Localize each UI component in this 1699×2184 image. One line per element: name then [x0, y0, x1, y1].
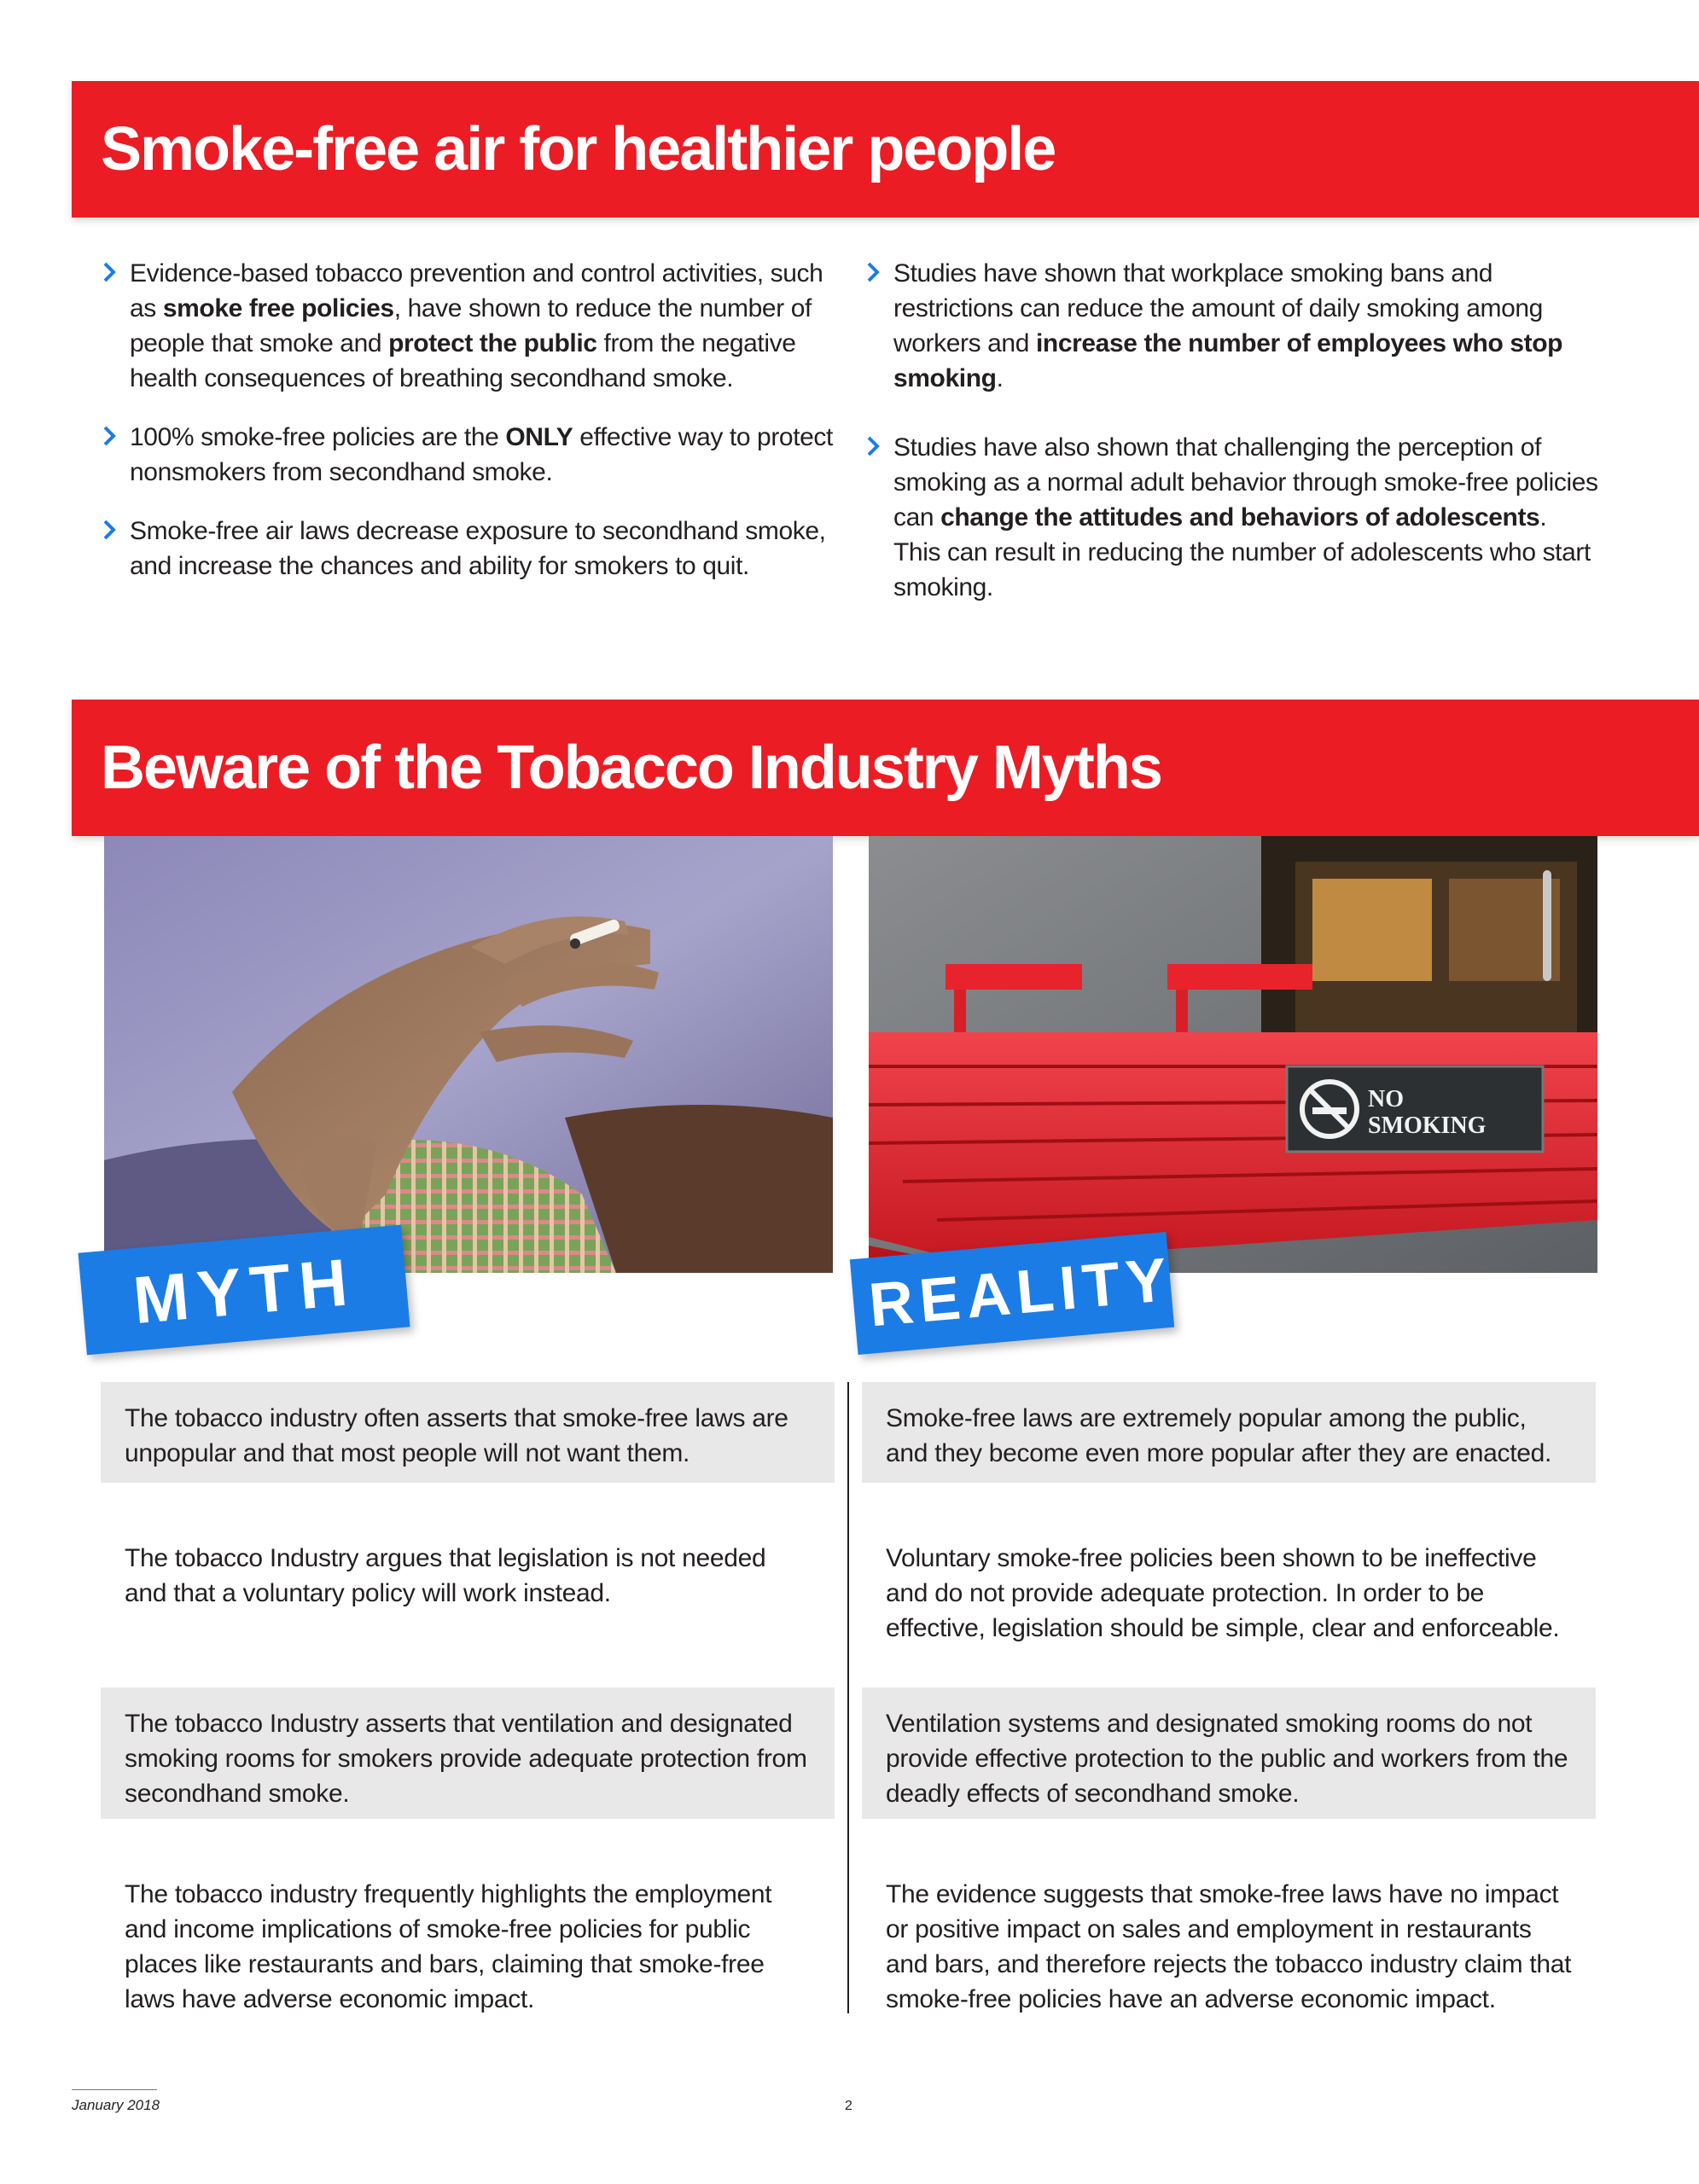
bullet-text-run: ONLY [505, 423, 573, 451]
bullet-text-run: 100% smoke-free policies are the [130, 423, 506, 451]
sign-text-line1: NO [1368, 1086, 1404, 1112]
footer-rule [72, 2089, 157, 2090]
myth-label: MYTH [130, 1243, 359, 1339]
chevron-right-icon [101, 423, 119, 449]
left-bullet-list [101, 256, 835, 607]
bullet-text-run: Smoke-free air laws decrease exposure to secondhand smoke, and increase the chances and ability for smokers to quit. [130, 517, 826, 580]
bullet-text-run: Studies have shown that workplace smoking bans and restrictions can reduce the amount of daily smoking among workers and [893, 259, 1543, 357]
list-item [101, 256, 835, 396]
bullet-text-run: Evidence-based tobacco prevention and control activities, such as [130, 259, 823, 322]
bullet-text-run: . [996, 364, 1004, 392]
photo-no-smoking-table [869, 836, 1597, 1273]
photo-hands-cigarette [104, 836, 833, 1273]
footer-date: January 2018 [72, 2097, 160, 2113]
sign-text-line2: SMOKING [1368, 1112, 1487, 1139]
chevron-right-icon [101, 517, 119, 543]
reality-cell: Smoke-free laws are extremely popular among the public, and they become even more popular after they are enacted. [862, 1382, 1596, 1483]
page-number: 2 [845, 2099, 852, 2113]
section-banner-myths [72, 700, 1699, 836]
reality-cell: The evidence suggests that smoke-free laws have no impact or positive impact on sales and employment in restaurants and bars, and therefore rejects the tobacco industry claim that smoke-free policies have an adverse economic impact. [886, 1880, 1572, 2013]
bullet-text-run: effective way to protect nonsmokers from secondhand smoke. [130, 423, 833, 486]
bullet-text-run: , have shown to reduce the number of people that smoke and [130, 294, 812, 357]
myth-cell: The tobacco industry often asserts that smoke-free laws are unpopular and that most people will not want them. [101, 1382, 835, 1483]
bullet-text-run: increase the number of employees who stop smoking [893, 329, 1563, 392]
bullet-text-run: from the negative health consequences of breathing secondhand smoke. [130, 329, 796, 392]
section-banner-smoke-free [72, 81, 1699, 218]
bullet-text-run: change the attitudes and behaviors of adolescents [940, 503, 1540, 531]
section-title: Beware of the Tobacco Industry Myths [101, 734, 1161, 802]
myth-cell: The tobacco industry frequently highlights the employment and income implications of smoke-free policies for public places like restaurants and bars, claiming that smoke-free laws have adverse economic impact. [125, 1880, 772, 2013]
myth-cell: The tobacco Industry argues that legislation is not needed and that a voluntary policy will work instead. [125, 1544, 766, 1607]
right-bullet-list [864, 256, 1598, 629]
list-item [864, 430, 1598, 605]
bullet-text-run: smoke free policies [162, 294, 394, 322]
chevron-right-icon [864, 259, 883, 285]
chevron-right-icon [101, 259, 119, 285]
myth-cell: The tobacco Industry asserts that ventilation and designated smoking rooms for smokers provide adequate protection from secondhand smoke. [101, 1687, 835, 1819]
chevron-right-icon [864, 433, 883, 459]
section-title: Smoke-free air for healthier people [101, 115, 1056, 183]
list-item [864, 256, 1598, 396]
list-item [101, 420, 835, 490]
reality-cell: Voluntary smoke-free policies been shown to be ineffective and do not provide adequate protection. In order to be effective, legislation should be simple, clear and enforceable. [886, 1544, 1560, 1642]
reality-label: REALITY [866, 1245, 1176, 1340]
bullet-text-run: . This can result in reducing the number of adolescents who start smoking. [893, 503, 1591, 601]
list-item [101, 514, 835, 584]
bullet-text-run: Studies have also shown that challenging the perception of smoking as a normal adult behavior through smoke-free policies can [893, 433, 1598, 531]
column-divider [847, 1382, 849, 2013]
bullet-text-run: protect the public [388, 329, 597, 357]
reality-cell: Ventilation systems and designated smoking rooms do not provide effective protection to the public and workers from the deadly effects of secondhand smoke. [862, 1687, 1596, 1819]
